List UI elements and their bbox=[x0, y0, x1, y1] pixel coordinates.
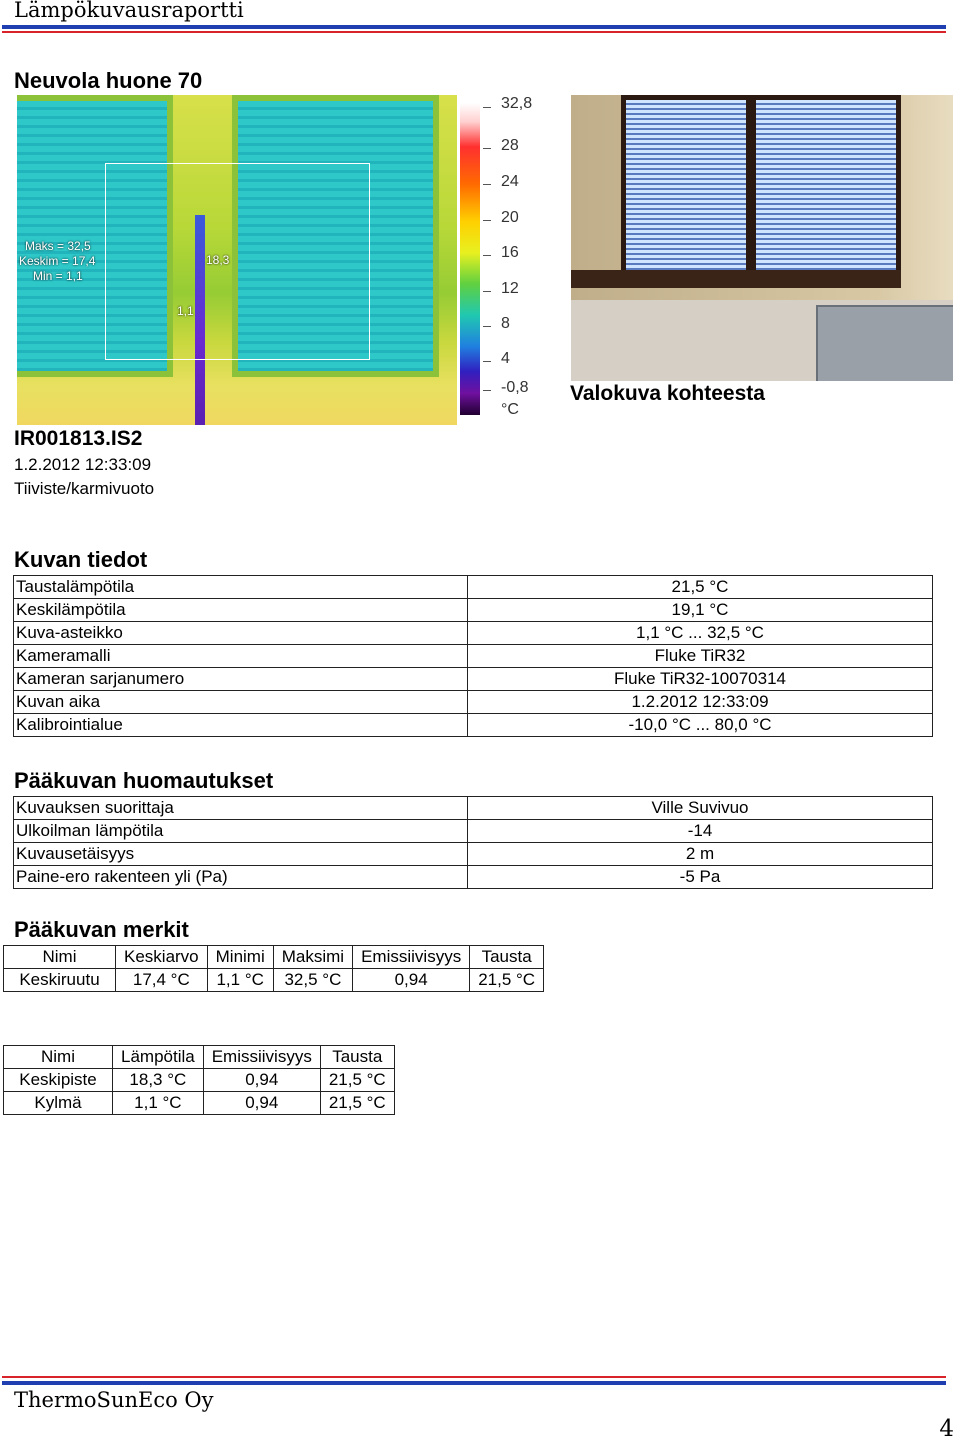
row-key: Ulkoilman lämpötila bbox=[14, 820, 468, 843]
scale-label: 16 bbox=[501, 244, 519, 261]
table-row bbox=[14, 866, 933, 889]
image-filename: IR001813.IS2 bbox=[14, 427, 143, 450]
row-key: Kuvauksen suorittaja bbox=[14, 797, 468, 820]
scale-label: 32,8 bbox=[501, 95, 533, 112]
cell: 32,5 °C bbox=[273, 969, 352, 992]
footer-company: ThermoSunEco Oy bbox=[14, 1388, 214, 1412]
temperature-scale-bar bbox=[460, 103, 480, 415]
cell: 0,94 bbox=[203, 1069, 320, 1092]
thermal-label-avg: Keskim = 17,4 bbox=[19, 254, 96, 268]
row-key: Kalibrointialue bbox=[14, 714, 468, 737]
row-key: Kameramalli bbox=[14, 645, 468, 668]
row-value: 19,1 °C bbox=[468, 599, 933, 622]
table-row bbox=[4, 1092, 395, 1115]
page-number: 4 bbox=[939, 1416, 954, 1442]
table-row bbox=[14, 645, 933, 668]
table-row bbox=[14, 622, 933, 645]
cell: Keskiruutu bbox=[4, 969, 116, 992]
table-row bbox=[4, 969, 544, 992]
row-value: -5 Pa bbox=[468, 866, 933, 889]
column-header: Tausta bbox=[470, 946, 544, 969]
table-row bbox=[14, 576, 933, 599]
photo-window-sill bbox=[571, 270, 901, 288]
row-key: Paine-ero rakenteen yli (Pa) bbox=[14, 866, 468, 889]
column-header: Emissiivisyys bbox=[353, 946, 470, 969]
cell: 0,94 bbox=[203, 1092, 320, 1115]
table-row bbox=[14, 820, 933, 843]
column-header: Nimi bbox=[4, 946, 116, 969]
huomautukset-title: Pääkuvan huomautukset bbox=[14, 768, 274, 793]
thermal-image bbox=[17, 95, 457, 425]
scale-tick bbox=[483, 148, 491, 149]
scale-tick bbox=[483, 390, 491, 391]
header-rule-blue bbox=[2, 25, 946, 29]
scale-label: 28 bbox=[501, 137, 519, 154]
row-key: Keskilämpötila bbox=[14, 599, 468, 622]
thermal-spot-cold: 1,1 bbox=[177, 304, 194, 318]
scale-label: -0,8 bbox=[501, 379, 529, 396]
scale-tick bbox=[483, 326, 491, 327]
column-header: Minimi bbox=[207, 946, 273, 969]
cell: 1,1 °C bbox=[207, 969, 273, 992]
row-value: -14 bbox=[468, 820, 933, 843]
row-value: -10,0 °C ... 80,0 °C bbox=[468, 714, 933, 737]
row-value: Fluke TiR32 bbox=[468, 645, 933, 668]
footer-rule-red bbox=[2, 1376, 946, 1378]
merkit-title: Pääkuvan merkit bbox=[14, 917, 189, 942]
table-row bbox=[14, 843, 933, 866]
cell: 21,5 °C bbox=[470, 969, 544, 992]
row-value: 1.2.2012 12:33:09 bbox=[468, 691, 933, 714]
kuvan-tiedot-table bbox=[13, 575, 933, 737]
column-header: Keskiarvo bbox=[116, 946, 208, 969]
kuvan-tiedot-title: Kuvan tiedot bbox=[14, 547, 148, 572]
cell: 1,1 °C bbox=[113, 1092, 204, 1115]
row-value: Fluke TiR32-10070314 bbox=[468, 668, 933, 691]
row-key: Kuva-asteikko bbox=[14, 622, 468, 645]
scale-tick bbox=[483, 255, 491, 256]
scale-tick bbox=[483, 361, 491, 362]
temperature-scale bbox=[457, 95, 557, 425]
row-value: 1,1 °C ... 32,5 °C bbox=[468, 622, 933, 645]
pisteet-table bbox=[3, 1045, 395, 1115]
table-header-row bbox=[4, 1046, 395, 1069]
scale-tick bbox=[483, 107, 491, 108]
row-key: Kameran sarjanumero bbox=[14, 668, 468, 691]
table-row bbox=[14, 691, 933, 714]
cell: Kylmä bbox=[4, 1092, 113, 1115]
cell: Keskipiste bbox=[4, 1069, 113, 1092]
scale-label: 4 bbox=[501, 350, 510, 367]
visual-photo bbox=[571, 95, 953, 381]
row-key: Taustalämpötila bbox=[14, 576, 468, 599]
photo-caption: Valokuva kohteesta bbox=[570, 382, 765, 405]
cell: 0,94 bbox=[353, 969, 470, 992]
photo-window-left bbox=[621, 95, 751, 275]
huomautukset-table bbox=[13, 796, 933, 889]
merkit-table bbox=[3, 945, 544, 992]
cell: 18,3 °C bbox=[113, 1069, 204, 1092]
cell: 21,5 °C bbox=[320, 1069, 394, 1092]
row-value: 21,5 °C bbox=[468, 576, 933, 599]
table-header-row bbox=[4, 946, 544, 969]
scale-tick bbox=[483, 220, 491, 221]
photo-window-right bbox=[751, 95, 901, 275]
scale-label: 20 bbox=[501, 209, 519, 226]
column-header: Nimi bbox=[4, 1046, 113, 1069]
thermal-label-max: Maks = 32,5 bbox=[25, 239, 91, 253]
table-row bbox=[4, 1069, 395, 1092]
column-header: Lämpötila bbox=[113, 1046, 204, 1069]
table-row bbox=[14, 714, 933, 737]
thermal-roi-box bbox=[105, 163, 370, 360]
section-title: Neuvola huone 70 bbox=[14, 68, 203, 93]
footer-rule-blue bbox=[2, 1381, 946, 1385]
row-key: Kuvausetäisyys bbox=[14, 843, 468, 866]
table-row bbox=[14, 797, 933, 820]
report-title: Lämpökuvausraportti bbox=[14, 0, 244, 22]
scale-tick bbox=[483, 184, 491, 185]
scale-label: 24 bbox=[501, 173, 519, 190]
column-header: Emissiivisyys bbox=[203, 1046, 320, 1069]
header-rule-red bbox=[2, 31, 946, 33]
scale-label: 12 bbox=[501, 280, 519, 297]
row-key: Kuvan aika bbox=[14, 691, 468, 714]
image-datetime: 1.2.2012 12:33:09 bbox=[14, 455, 152, 474]
row-value: 2 m bbox=[468, 843, 933, 866]
scale-tick bbox=[483, 291, 491, 292]
column-header: Maksimi bbox=[273, 946, 352, 969]
row-value: Ville Suvivuo bbox=[468, 797, 933, 820]
table-row bbox=[14, 599, 933, 622]
column-header: Tausta bbox=[320, 1046, 394, 1069]
cell: 21,5 °C bbox=[320, 1092, 394, 1115]
thermal-spot-center: 18,3 bbox=[206, 253, 230, 267]
thermal-label-min: Min = 1,1 bbox=[33, 269, 83, 283]
photo-printer bbox=[816, 305, 953, 381]
cell: 17,4 °C bbox=[116, 969, 208, 992]
scale-label: 8 bbox=[501, 315, 510, 332]
scale-unit: °C bbox=[501, 401, 519, 418]
table-row bbox=[14, 668, 933, 691]
image-note: Tiiviste/karmivuoto bbox=[14, 479, 155, 498]
